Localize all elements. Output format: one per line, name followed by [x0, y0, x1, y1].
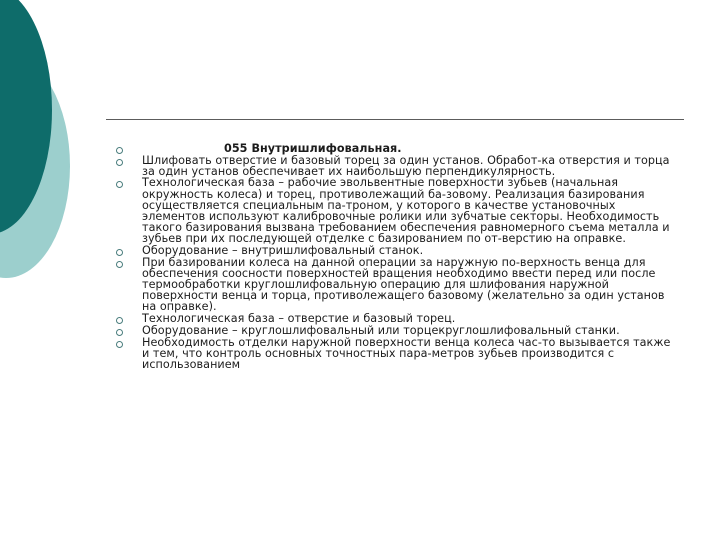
bullet-list	[112, 143, 672, 370]
list-item	[112, 177, 672, 244]
list-item	[112, 337, 672, 371]
list-item	[112, 257, 672, 313]
hollow-circle-bullet-icon	[112, 245, 142, 257]
hollow-circle-bullet-icon	[112, 177, 142, 189]
list-item-text: Технологическая база – рабочие эвольвентные поверхности зубьев (начальная окружность колеса) и торец, противолежащий ба-зовому. Реализация базирования осуществляется специальным па-троном, у которого в качестве установочных элементов используют калибровочные ролики или зубчатые секторы. Необходимость такого базирования вызвана требованием обеспечения равномерного съема металла и зубьев при их последующей отделке с базированием по от-верстию на оправке.	[142, 176, 670, 246]
decorative-circles	[0, 0, 120, 300]
list-item	[112, 245, 672, 257]
list-item	[112, 325, 672, 337]
hollow-circle-bullet-icon	[112, 143, 142, 155]
list-item-text: Оборудование – внутришлифовальный станок.	[142, 243, 424, 257]
list-item	[112, 313, 672, 325]
list-item-text: Технологическая база – отверстие и базовый торец.	[142, 311, 456, 325]
list-item-text: При базировании колеса на данной операции за наружную по-верхность венца для обеспечения соосности поверхностей вращения необходимо ввести перед или после термообработки круглошлифовальную операцию для шлифования наружной поверхности венца и торца, противолежащего базовому (желательно за один установ на оправке).	[142, 255, 665, 314]
list-item-text: Шлифовать отверстие и базовый торец за один установ. Обработ-ка отверстия и торца за один установ обеспечивает их наибольшую перпендикулярность.	[142, 154, 670, 179]
horizontal-divider	[106, 119, 684, 120]
list-item	[112, 155, 672, 177]
hollow-circle-bullet-icon	[112, 337, 142, 349]
list-item-text: Необходимость отделки наружной поверхности венца колеса час-то вызывается также и тем, что контроль основных точностных пара-метров зубьев производится с использованием	[142, 335, 671, 372]
hollow-circle-bullet-icon	[112, 325, 142, 337]
operation-title: 055 Внутришлифовальная.	[224, 142, 402, 155]
list-item-text: Оборудование – круглошлифовальный или торцекруглошлифовальный станки.	[142, 323, 620, 337]
hollow-circle-bullet-icon	[112, 155, 142, 167]
hollow-circle-bullet-icon	[112, 257, 142, 269]
hollow-circle-bullet-icon	[112, 313, 142, 325]
